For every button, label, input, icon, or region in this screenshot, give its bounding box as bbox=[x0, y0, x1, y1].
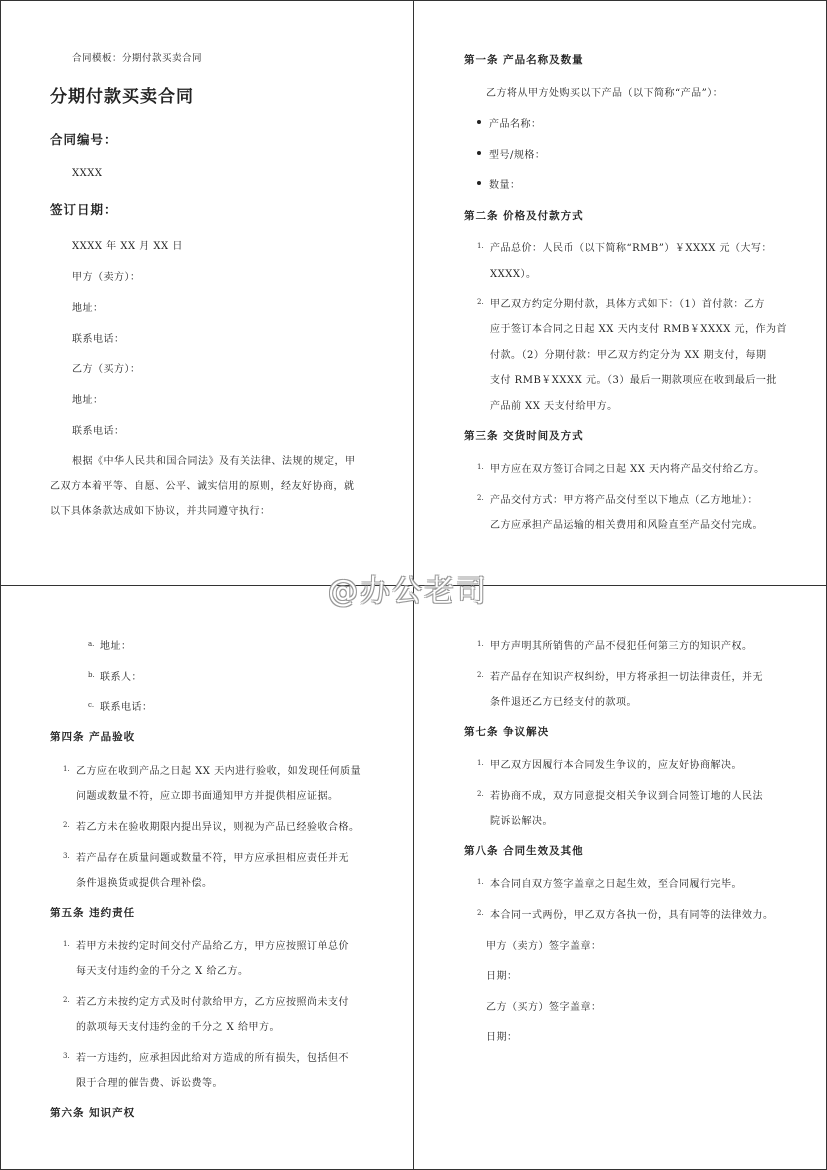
article-2-item-1: XXXX）。 bbox=[490, 269, 537, 280]
article-8-item-1: 本合同自双方签字盖章之日起生效，至合同履行完毕。 bbox=[490, 879, 742, 890]
article-1-title: 第一条 产品名称及数量 bbox=[464, 54, 584, 66]
intro-line: 以下具体条款达成如下协议，并共同遵守执行： bbox=[50, 506, 271, 517]
list-number: 2. bbox=[477, 494, 484, 502]
article-5-title: 第五条 违约责任 bbox=[50, 907, 136, 919]
article-3-item-2: 乙方应承担产品运输的相关费用和风险直至产品交付完成。 bbox=[490, 520, 763, 531]
article-6-item-2: 条件退还乙方已经支付的款项。 bbox=[490, 697, 637, 708]
article-1-intro: 乙方将从甲方处购买以下产品（以下简称“产品”）： bbox=[486, 88, 724, 99]
article-7-item-2: 院诉讼解决。 bbox=[490, 816, 553, 827]
sub-item: 联系电话： bbox=[100, 702, 153, 713]
party-b-phone: 联系电话： bbox=[72, 426, 125, 437]
article-8-item-2: 本合同一式两份，甲乙双方各执一份，具有同等的法律效力。 bbox=[490, 910, 774, 921]
article-4-item-2: 若乙方未在验收期限内提出异议，则视为产品已经验收合格。 bbox=[76, 822, 360, 833]
article-6-item-1: 甲方声明其所销售的产品不侵犯任何第三方的知识产权。 bbox=[490, 641, 753, 652]
contract-no-value: XXXX bbox=[72, 168, 103, 179]
list-number: 2. bbox=[477, 909, 484, 917]
article-5-item-3: 若一方违约，应承担因此给对方造成的所有损失，包括但不 bbox=[76, 1053, 349, 1064]
signature-date-b: 日期： bbox=[486, 1032, 518, 1043]
list-number: 2. bbox=[477, 671, 484, 679]
article-2-item-2: 付款。（2）分期付款：甲乙双方约定分为 XX 期支付，每期 bbox=[490, 350, 767, 361]
list-number: 2. bbox=[63, 996, 70, 1004]
article-4-item-1: 问题或数量不符，应立即书面通知甲方并提供相应证据。 bbox=[76, 791, 339, 802]
article-8-title: 第八条 合同生效及其他 bbox=[464, 845, 584, 857]
page-4 bbox=[414, 586, 827, 1170]
list-number: 3. bbox=[63, 1052, 70, 1060]
page-3 bbox=[0, 586, 413, 1170]
list-number: 1. bbox=[477, 759, 484, 767]
watermark-logo: @办公老司 bbox=[328, 574, 488, 609]
contract-title: 分期付款买卖合同 bbox=[50, 87, 194, 107]
contract-no-label: 合同编号： bbox=[50, 132, 118, 147]
bullet-icon bbox=[477, 151, 481, 155]
list-number: 3. bbox=[63, 852, 70, 860]
list-number: 1. bbox=[63, 940, 70, 948]
article-4-item-3: 条件退换货或提供合理补偿。 bbox=[76, 878, 213, 889]
sign-date-label: 签订日期： bbox=[50, 202, 118, 217]
party-b-address: 地址： bbox=[72, 395, 104, 406]
article-4-title: 第四条 产品验收 bbox=[50, 731, 136, 743]
article-3-title: 第三条 交货时间及方式 bbox=[464, 430, 584, 442]
signature-date-a: 日期： bbox=[486, 971, 518, 982]
signature-party-b: 乙方（买方）签字盖章： bbox=[486, 1002, 602, 1013]
article-7-title: 第七条 争议解决 bbox=[464, 726, 550, 738]
list-number: 1. bbox=[477, 463, 484, 471]
sub-marker: a. bbox=[88, 640, 95, 648]
sign-date-value: XXXX 年 XX 月 XX 日 bbox=[72, 241, 183, 252]
article-2-item-2: 甲乙双方约定分期付款，具体方式如下：（1）首付款：乙方 bbox=[490, 299, 765, 310]
party-a-label: 甲方（卖方）： bbox=[72, 272, 141, 283]
sub-item: 地址： bbox=[100, 641, 132, 652]
party-b-label: 乙方（买方）： bbox=[72, 364, 141, 375]
bullet-item: 数量： bbox=[489, 180, 521, 191]
sub-item: 联系人： bbox=[100, 672, 142, 683]
party-a-address: 地址： bbox=[72, 303, 104, 314]
list-number: 1. bbox=[477, 878, 484, 886]
list-number: 1. bbox=[477, 242, 484, 250]
article-2-item-2: 应于签订本合同之日起 XX 天内支付 RMB￥XXXX 元，作为首 bbox=[490, 324, 788, 335]
sub-marker: c. bbox=[88, 701, 95, 709]
article-6-item-2: 若产品存在知识产权纠纷，甲方将承担一切法律责任，并无 bbox=[490, 672, 763, 683]
page-1 bbox=[0, 0, 413, 585]
page-2 bbox=[414, 0, 827, 585]
signature-party-a: 甲方（卖方）签字盖章： bbox=[486, 941, 602, 952]
article-3-item-1: 甲方应在双方签订合同之日起 XX 天内将产品交付给乙方。 bbox=[490, 464, 765, 475]
article-5-item-1: 每天支付违约金的千分之 X 给乙方。 bbox=[76, 966, 249, 977]
article-5-item-2: 若乙方未按约定方式及时付款给甲方，乙方应按照尚未支付 bbox=[76, 997, 349, 1008]
article-3-item-2: 产品交付方式：甲方将产品交付至以下地点（乙方地址）： bbox=[490, 495, 758, 506]
article-4-item-1: 乙方应在收到产品之日起 XX 天内进行验收，如发现任何质量 bbox=[76, 766, 362, 777]
bullet-icon bbox=[477, 120, 481, 124]
article-7-item-2: 若协商不成，双方同意提交相关争议到合同签订地的人民法 bbox=[490, 791, 763, 802]
bullet-icon bbox=[477, 181, 481, 185]
article-5-item-2: 的款项每天支付违约金的千分之 X 给甲方。 bbox=[76, 1022, 280, 1033]
list-number: 2. bbox=[477, 790, 484, 798]
list-number: 2. bbox=[63, 821, 70, 829]
intro-line: 乙双方本着平等、自愿、公平、诚实信用的原则，经友好协商，就 bbox=[50, 481, 355, 492]
article-2-item-2: 支付 RMB￥XXXX 元。（3）最后一期款项应在收到最后一批 bbox=[490, 375, 777, 386]
article-5-item-1: 若甲方未按约定时间交付产品给乙方，甲方应按照订单总价 bbox=[76, 941, 349, 952]
intro-line: 根据《中华人民共和国合同法》及有关法律、法规的规定，甲 bbox=[72, 456, 356, 467]
list-number: 1. bbox=[63, 765, 70, 773]
article-2-title: 第二条 价格及付款方式 bbox=[464, 210, 584, 222]
sub-marker: b. bbox=[88, 671, 95, 679]
template-label: 合同模板：分期付款买卖合同 bbox=[72, 53, 203, 64]
article-2-item-1: 产品总价：人民币（以下简称“RMB”）￥XXXX 元（大写： bbox=[490, 243, 772, 254]
list-number: 2. bbox=[477, 298, 484, 306]
list-number: 1. bbox=[477, 640, 484, 648]
article-7-item-1: 甲乙双方因履行本合同发生争议的，应友好协商解决。 bbox=[490, 760, 742, 771]
bullet-item: 产品名称： bbox=[489, 119, 542, 130]
article-6-title: 第六条 知识产权 bbox=[50, 1107, 136, 1119]
article-2-item-2: 产品前 XX 天支付给甲方。 bbox=[490, 401, 618, 412]
party-a-phone: 联系电话： bbox=[72, 334, 125, 345]
bullet-item: 型号/规格： bbox=[489, 150, 546, 161]
article-4-item-3: 若产品存在质量问题或数量不符，甲方应承担相应责任并无 bbox=[76, 853, 349, 864]
article-5-item-3: 限于合理的催告费、诉讼费等。 bbox=[76, 1078, 223, 1089]
